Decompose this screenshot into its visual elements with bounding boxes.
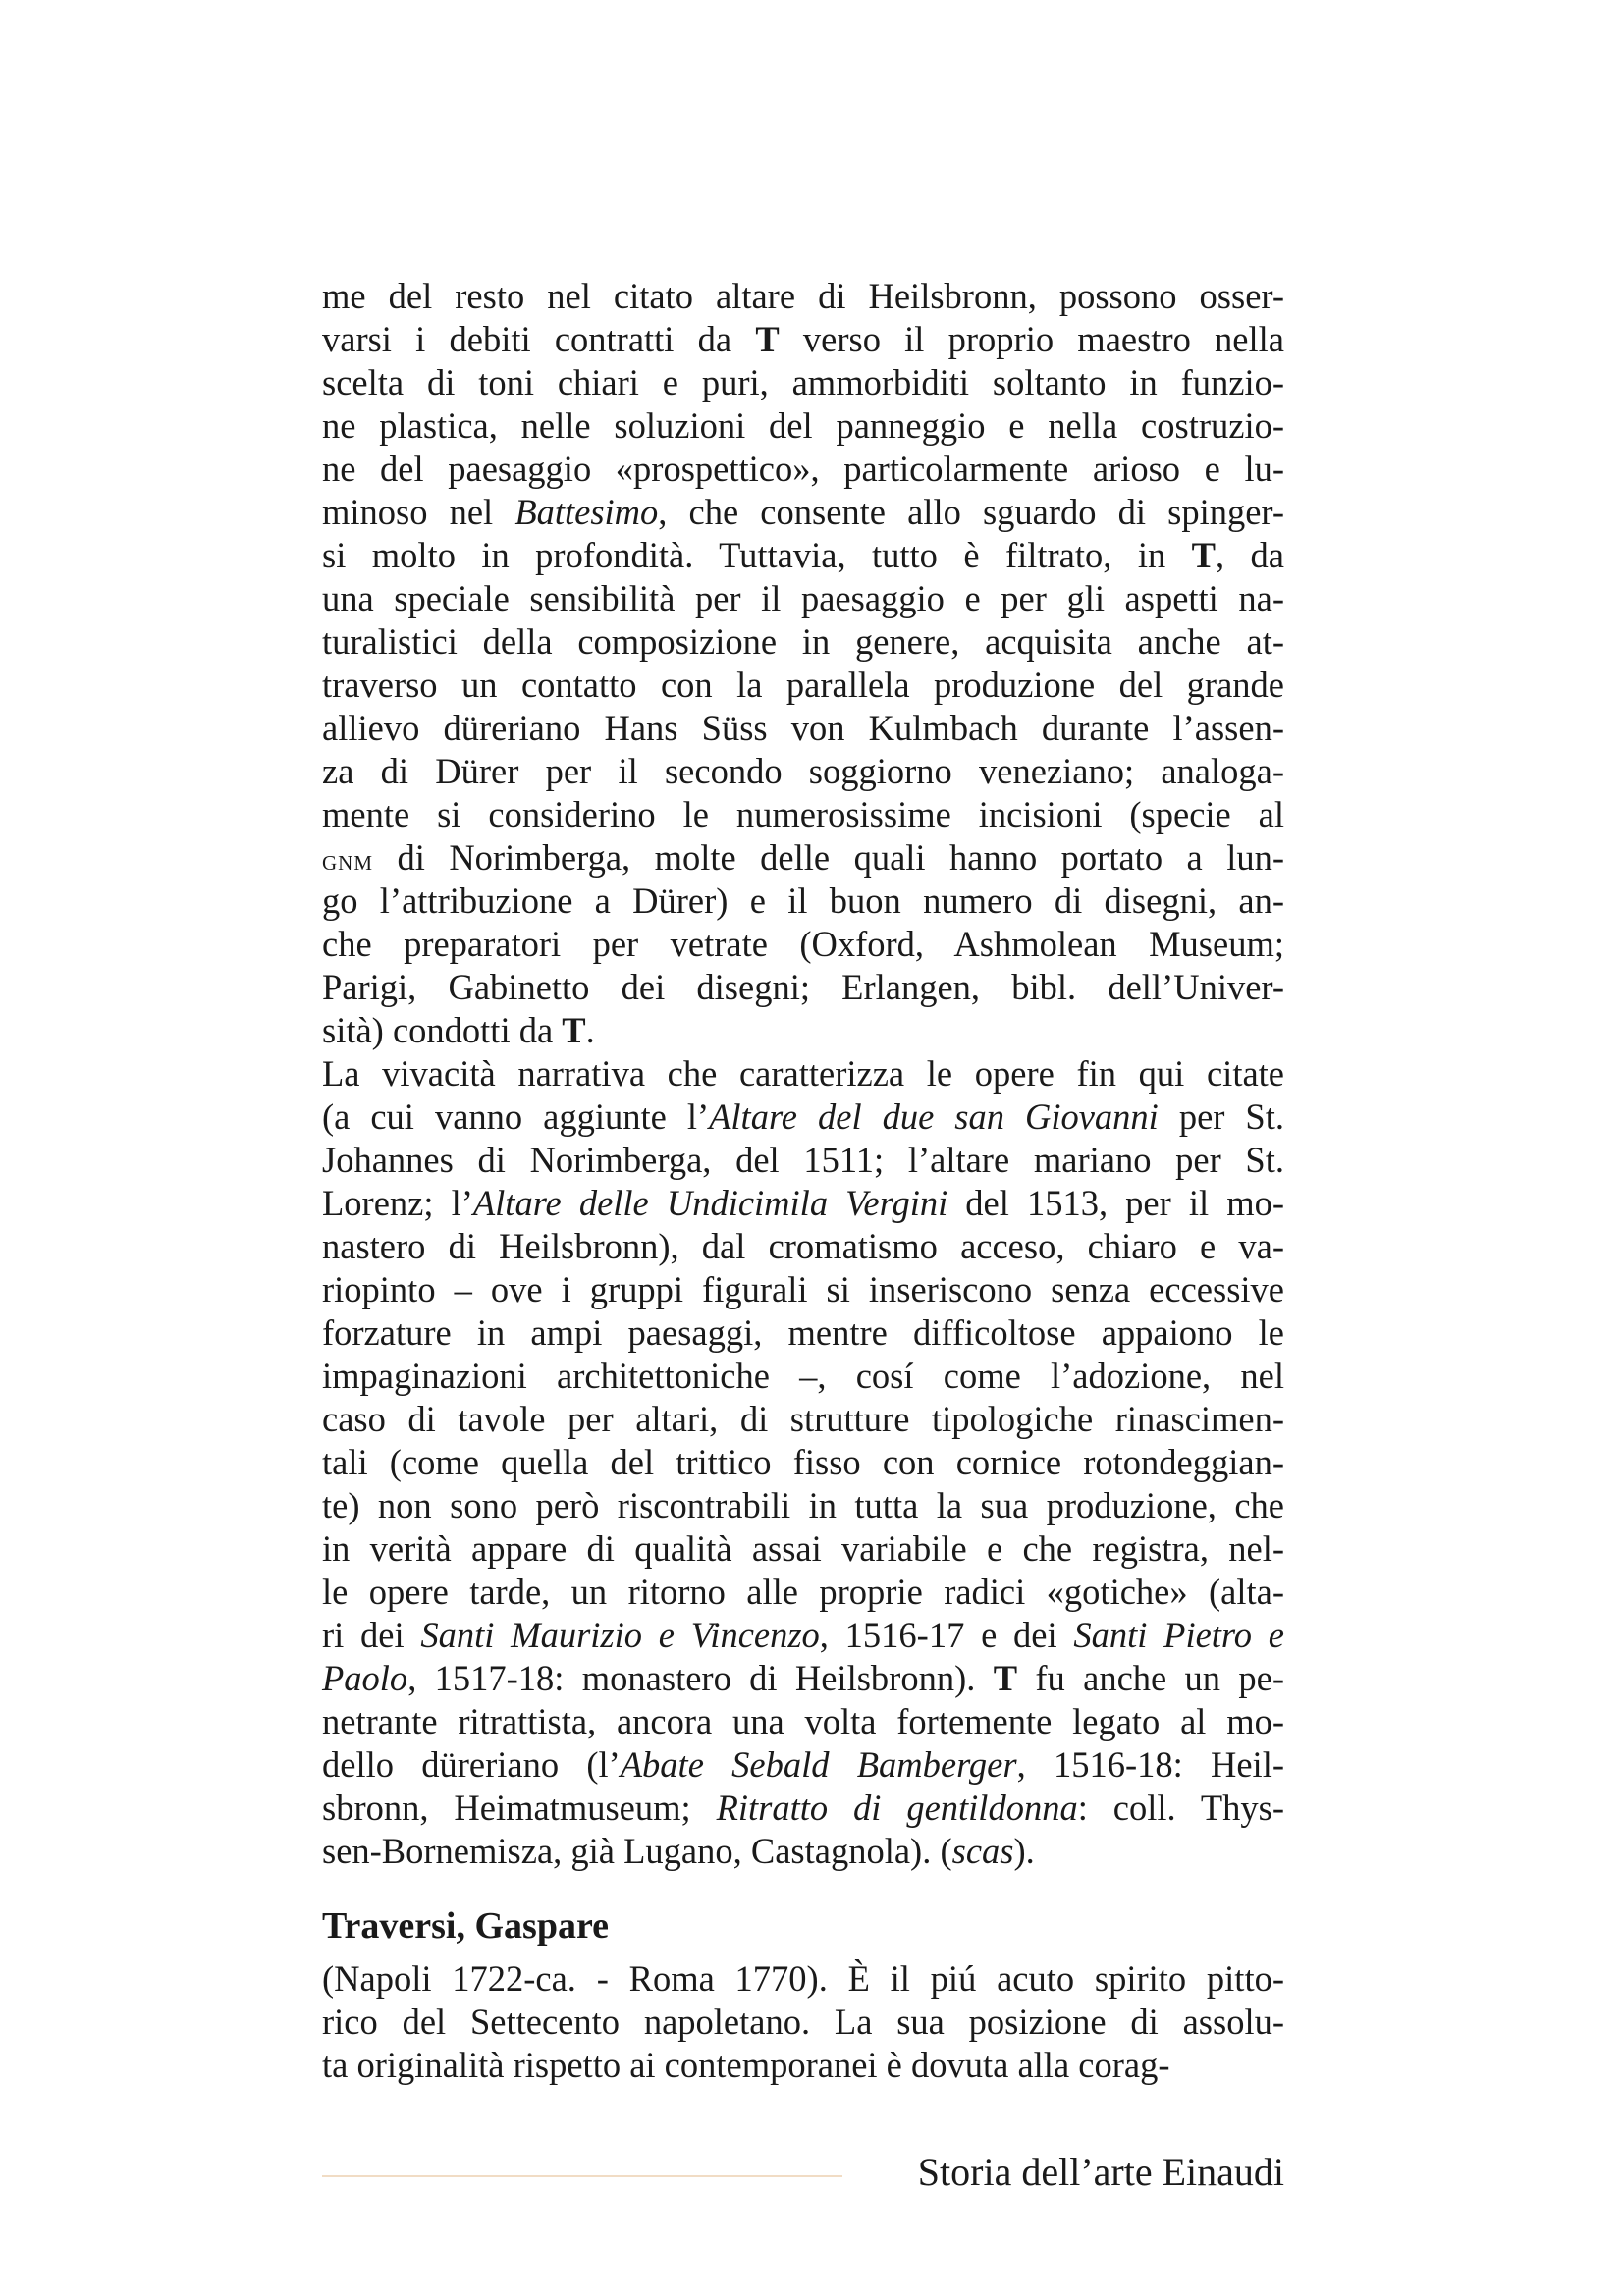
- text-line: (a cui vanno aggiunte l’Altare del due san Giovanni per St.: [322, 1096, 1284, 1137]
- text-line: nastero di Heilsbronn), dal cromatismo acceso, chiaro e va-: [322, 1226, 1284, 1266]
- text-line: La vivacità narrativa che caratterizza le opere fin qui citate: [322, 1053, 1284, 1094]
- text-line: Paolo, 1517-18: monastero di Heilsbronn). T fu anche un pe-: [322, 1658, 1284, 1698]
- text-line: che preparatori per vetrate (Oxford, Ashmolean Museum;: [322, 924, 1284, 964]
- text-line: ne plastica, nelle soluzioni del panneggio e nella costruzio-: [322, 405, 1284, 446]
- text-line: caso di tavole per altari, di strutture tipologiche rinascimen-: [322, 1399, 1284, 1439]
- text-line: Lorenz; l’Altare delle Undicimila Vergini del 1513, per il mo-: [322, 1183, 1285, 1223]
- text-line: mente si considerino le numerosissime incisioni (specie al: [322, 794, 1284, 834]
- text-line: minoso nel Battesimo, che consente allo sguardo di spinger-: [322, 492, 1285, 532]
- text-line: Johannes di Norimberga, del 1511; l’altare mariano per St.: [322, 1140, 1284, 1180]
- text-line: za di Dürer per il secondo soggiorno veneziano; analoga-: [322, 751, 1284, 791]
- text-line: le opere tarde, un ritorno alle proprie radici «gotiche» (alta-: [322, 1572, 1284, 1612]
- text-line: forzature in ampi paesaggi, mentre difficoltose appaiono le: [322, 1312, 1284, 1353]
- paragraph-2: [322, 1052, 1284, 1873]
- paragraph-3: [322, 1957, 1284, 2087]
- text-line: tali (come quella del trittico fisso con cornice rotondeggian-: [322, 1442, 1284, 1482]
- text-line: ri dei Santi Maurizio e Vincenzo, 1516-17 e dei Santi Pietro e: [322, 1615, 1284, 1655]
- entry-title: Traversi, Gaspare: [322, 1905, 609, 1947]
- footer-publisher: Storia dell’arte Einaudi: [917, 2150, 1284, 2194]
- text-line: sità) condotti da T.: [322, 1010, 595, 1050]
- text-line: turalistici della composizione in genere, acquisita anche at-: [322, 621, 1284, 662]
- text-line: (Napoli 1722-ca. - Roma 1770). È il piú acuto spirito pitto-: [322, 1958, 1284, 1999]
- main-text: [322, 275, 1284, 2087]
- text-line: te) non sono però riscontrabili in tutta la sua produzione, che: [322, 1485, 1284, 1525]
- text-line: dello düreriano (l’Abate Sebald Bamberger, 1516-18: Heil-: [322, 1744, 1284, 1785]
- text-line: gnm di Norimberga, molte delle quali hanno portato a lun-: [322, 837, 1284, 878]
- text-line: Parigi, Gabinetto dei disegni; Erlangen, bibl. dell’Univer-: [322, 967, 1284, 1007]
- text-line: ta originalità rispetto ai contemporanei è dovuta alla corag-: [322, 2045, 1170, 2085]
- text-line: si molto in profondità. Tuttavia, tutto è filtrato, in T, da: [322, 535, 1284, 575]
- text-line: riopinto – ove i gruppi figurali si inseriscono senza eccessive: [322, 1269, 1284, 1309]
- text-line: una speciale sensibilità per il paesaggio e per gli aspetti na-: [322, 578, 1284, 618]
- footer-rule: [322, 2175, 842, 2177]
- text-line: ne del paesaggio «prospettico», particolarmente arioso e lu-: [322, 449, 1284, 489]
- text-line: varsi i debiti contratti da T verso il proprio maestro nella: [322, 319, 1284, 359]
- text-line: scelta di toni chiari e puri, ammorbiditi soltanto in funzio-: [322, 362, 1284, 402]
- text-line: sen-Bornemisza, già Lugano, Castagnola). (scas).: [322, 1831, 1035, 1871]
- text-line: traverso un contatto con la parallela produzione del grande: [322, 665, 1284, 705]
- text-line: allievo düreriano Hans Süss von Kulmbach durante l’assen-: [322, 708, 1284, 748]
- paragraph-1: [322, 275, 1284, 1052]
- text-line: go l’attribuzione a Dürer) e il buon numero di disegni, an-: [322, 881, 1284, 921]
- text-line: sbronn, Heimatmuseum; Ritratto di gentildonna: coll. Thys-: [322, 1788, 1285, 1828]
- text-line: impaginazioni architettoniche –, cosí come l’adozione, nel: [322, 1356, 1284, 1396]
- text-line: me del resto nel citato altare di Heilsbronn, possono osser-: [322, 276, 1284, 316]
- page-footer: [322, 2143, 1284, 2202]
- text-line: in verità appare di qualità assai variabile e che registra, nel-: [322, 1528, 1284, 1569]
- text-line: netrante ritrattista, ancora una volta fortemente legato al mo-: [322, 1701, 1284, 1741]
- text-line: rico del Settecento napoletano. La sua posizione di assolu-: [322, 2002, 1284, 2042]
